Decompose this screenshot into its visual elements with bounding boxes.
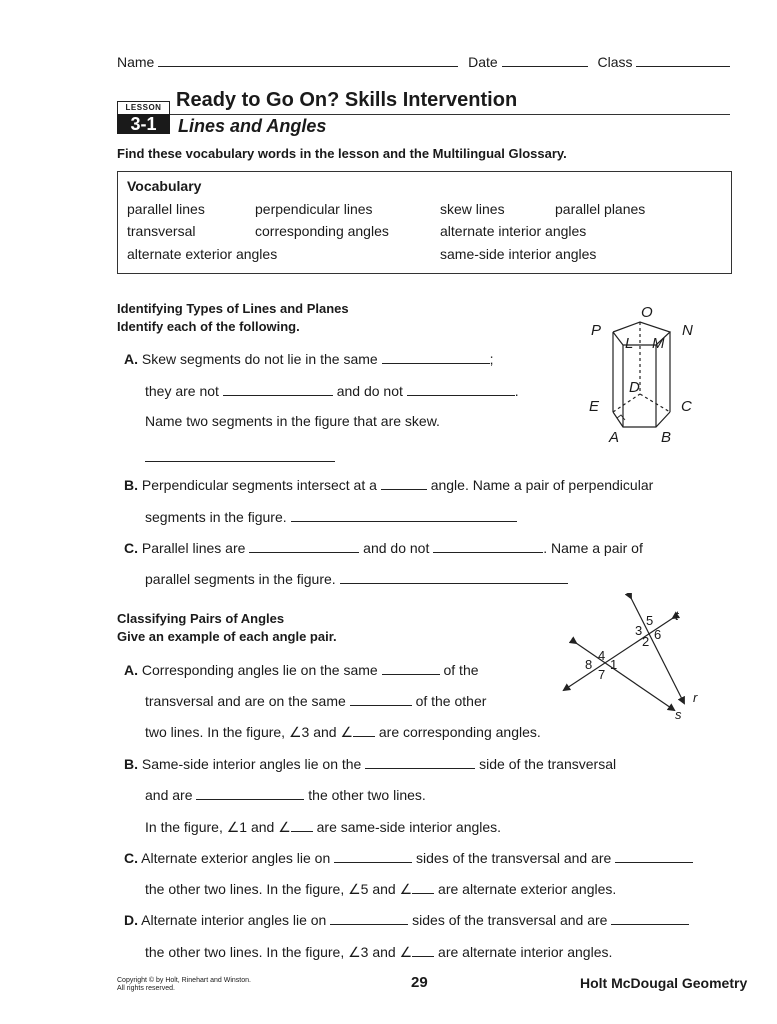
item-label: A. bbox=[124, 351, 138, 367]
prompt-text: sides of the transversal and are bbox=[412, 912, 608, 928]
answer-blank[interactable] bbox=[291, 817, 313, 832]
s1-item-a-line3: Name two segments in the figure that are skew. bbox=[145, 413, 440, 429]
prompt-text: In the figure, ∠1 and ∠ bbox=[145, 819, 291, 835]
angle-number: 2 bbox=[642, 634, 650, 649]
copyright-line: All rights reserved. bbox=[117, 985, 175, 992]
vocab-term: transversal bbox=[127, 223, 196, 239]
vocab-term: alternate interior angles bbox=[440, 223, 587, 239]
answer-blank[interactable] bbox=[381, 475, 427, 490]
s2-item-a-line2 bbox=[145, 691, 486, 710]
vertex-label: N bbox=[682, 322, 693, 339]
prompt-text: are alternate interior angles. bbox=[438, 944, 613, 960]
answer-blank[interactable] bbox=[145, 445, 335, 462]
page-number: 29 bbox=[411, 974, 428, 991]
s2-item-d-line2 bbox=[145, 942, 612, 961]
answer-blank[interactable] bbox=[340, 569, 568, 584]
answer-blank[interactable] bbox=[365, 754, 475, 769]
prompt-text: Skew segments do not lie in the same bbox=[141, 351, 378, 367]
answer-blank[interactable] bbox=[350, 691, 412, 706]
lesson-title: Ready to Go On? Skills Intervention bbox=[176, 89, 518, 111]
s1-item-b-line1 bbox=[124, 475, 653, 494]
item-label: C. bbox=[124, 540, 138, 556]
vocabulary-heading: Vocabulary bbox=[127, 178, 202, 194]
section2-heading: Classifying Pairs of Angles bbox=[117, 611, 285, 626]
vocab-term: perpendicular lines bbox=[255, 201, 373, 217]
prompt-text: and are bbox=[145, 787, 193, 803]
vertex-label: A bbox=[609, 429, 620, 446]
s2-item-c-line1 bbox=[124, 848, 693, 867]
angle-number: 5 bbox=[646, 613, 654, 628]
answer-blank[interactable] bbox=[412, 942, 434, 957]
answer-blank[interactable] bbox=[196, 785, 304, 800]
prompt-text: they are not bbox=[145, 383, 219, 399]
angle-number: 6 bbox=[654, 627, 662, 642]
vertex-label: P bbox=[591, 322, 602, 339]
answer-blank[interactable] bbox=[412, 879, 434, 894]
answer-blank[interactable] bbox=[407, 381, 515, 396]
answer-blank[interactable] bbox=[330, 910, 408, 925]
s1-item-c-line2 bbox=[145, 569, 568, 588]
copyright bbox=[117, 977, 251, 993]
prompt-text: Alternate exterior angles lie on bbox=[141, 850, 331, 866]
lesson-tag: LESSON bbox=[117, 101, 170, 115]
transversal-figure bbox=[556, 593, 706, 725]
line-label: r bbox=[693, 690, 698, 705]
prompt-text: the other two lines. In the figure, ∠5 and ∠ bbox=[145, 881, 413, 897]
angle-number: 3 bbox=[635, 623, 643, 638]
prompt-text: two lines. In the figure, ∠3 and ∠ bbox=[145, 724, 353, 740]
prompt-text: Same-side interior angles lie on the bbox=[141, 756, 362, 772]
prompt-text: of the other bbox=[415, 693, 487, 709]
vocab-term: same-side interior angles bbox=[440, 246, 597, 262]
prompt-text: the other two lines. bbox=[308, 787, 426, 803]
vertex-label: M bbox=[652, 335, 665, 352]
vocab-term: alternate exterior angles bbox=[127, 246, 278, 262]
vertex-label: C bbox=[681, 398, 692, 415]
name-field-row bbox=[117, 52, 730, 71]
prism-figure bbox=[585, 302, 705, 448]
s1-item-a-line2 bbox=[145, 381, 519, 400]
line-label: s bbox=[675, 707, 682, 722]
name-label: Name bbox=[117, 54, 155, 70]
book-title: Holt McDougal Geometry bbox=[580, 975, 748, 991]
s2-item-a-line3 bbox=[145, 722, 541, 741]
prompt-text: ; bbox=[489, 351, 494, 367]
prompt-text: Parallel lines are bbox=[141, 540, 246, 556]
s2-item-d-line1 bbox=[124, 910, 689, 929]
prompt-text: angle. Name a pair of perpendicular bbox=[430, 477, 654, 493]
s1-item-c-line1 bbox=[124, 538, 643, 557]
vertex-label: D bbox=[629, 379, 640, 396]
item-label: D. bbox=[124, 912, 138, 928]
prompt-text: segments in the figure. bbox=[145, 509, 287, 525]
s1-item-b-line2 bbox=[145, 507, 517, 526]
prompt-text: and do not bbox=[363, 540, 430, 556]
prompt-text: Corresponding angles lie on the same bbox=[141, 662, 378, 678]
class-blank[interactable] bbox=[636, 52, 730, 67]
angle-number: 8 bbox=[585, 657, 593, 672]
prompt-text: are corresponding angles. bbox=[378, 724, 541, 740]
prompt-text: are alternate exterior angles. bbox=[438, 881, 617, 897]
lesson-number: 3-1 bbox=[117, 114, 170, 134]
name-blank[interactable] bbox=[158, 52, 458, 67]
answer-blank[interactable] bbox=[611, 910, 689, 925]
answer-blank[interactable] bbox=[249, 538, 359, 553]
answer-blank[interactable] bbox=[382, 660, 440, 675]
prompt-text: transversal and are on the same bbox=[145, 693, 346, 709]
title-rule bbox=[170, 114, 730, 115]
line-label: t bbox=[675, 608, 679, 623]
s2-item-a-line1 bbox=[124, 660, 479, 679]
vertex-label: L bbox=[625, 335, 634, 352]
vocabulary-box bbox=[117, 171, 732, 274]
answer-blank[interactable] bbox=[433, 538, 543, 553]
angle-number: 4 bbox=[598, 648, 606, 663]
s2-item-b-line3 bbox=[145, 817, 501, 836]
vertex-label: B bbox=[661, 429, 672, 446]
s1-item-a-line1 bbox=[124, 349, 493, 368]
answer-blank[interactable] bbox=[615, 848, 693, 863]
s2-item-b-line1 bbox=[124, 754, 616, 773]
item-label: B. bbox=[124, 756, 138, 772]
answer-blank[interactable] bbox=[353, 722, 375, 737]
section2-subheading: Give an example of each angle pair. bbox=[117, 629, 337, 644]
angle-number: 1 bbox=[610, 657, 618, 672]
vocab-term: corresponding angles bbox=[255, 223, 389, 239]
date-label: Date bbox=[468, 54, 498, 70]
vocab-term: parallel planes bbox=[555, 201, 646, 217]
vocab-term: parallel lines bbox=[127, 201, 205, 217]
prompt-text: sides of the transversal and are bbox=[416, 850, 612, 866]
prompt-text: . bbox=[514, 383, 519, 399]
prompt-text: Perpendicular segments intersect at a bbox=[141, 477, 377, 493]
s2-item-b-line2 bbox=[145, 785, 426, 804]
item-label: B. bbox=[124, 477, 138, 493]
prompt-text: and do not bbox=[336, 383, 403, 399]
answer-blank[interactable] bbox=[382, 349, 490, 364]
answer-blank[interactable] bbox=[291, 507, 517, 522]
vocab-term: skew lines bbox=[440, 201, 505, 217]
prompt-text: Alternate interior angles lie on bbox=[141, 912, 327, 928]
date-blank[interactable] bbox=[502, 52, 588, 67]
prompt-text: side of the transversal bbox=[479, 756, 617, 772]
copyright-line: Copyright © by Holt, Rinehart and Winston. bbox=[117, 977, 251, 984]
prompt-text: . Name a pair of bbox=[543, 540, 643, 556]
class-label: Class bbox=[597, 54, 633, 70]
section1-heading: Identifying Types of Lines and Planes bbox=[117, 301, 349, 316]
answer-blank[interactable] bbox=[223, 381, 333, 396]
s2-item-c-line2 bbox=[145, 879, 616, 898]
prompt-text: parallel segments in the figure. bbox=[145, 571, 336, 587]
instructions: Find these vocabulary words in the lesson and the Multilingual Glossary. bbox=[117, 146, 567, 161]
item-label: A. bbox=[124, 662, 138, 678]
prompt-text: of the bbox=[443, 662, 479, 678]
item-label: C. bbox=[124, 850, 138, 866]
lesson-subtitle: Lines and Angles bbox=[178, 116, 327, 136]
angle-number: 7 bbox=[598, 667, 606, 682]
vertex-label: O bbox=[641, 304, 653, 321]
vertex-label: E bbox=[589, 398, 600, 415]
prompt-text: are same-side interior angles. bbox=[316, 819, 502, 835]
answer-blank[interactable] bbox=[334, 848, 412, 863]
section1-subheading: Identify each of the following. bbox=[117, 319, 300, 334]
prompt-text: the other two lines. In the figure, ∠3 and ∠ bbox=[145, 944, 413, 960]
